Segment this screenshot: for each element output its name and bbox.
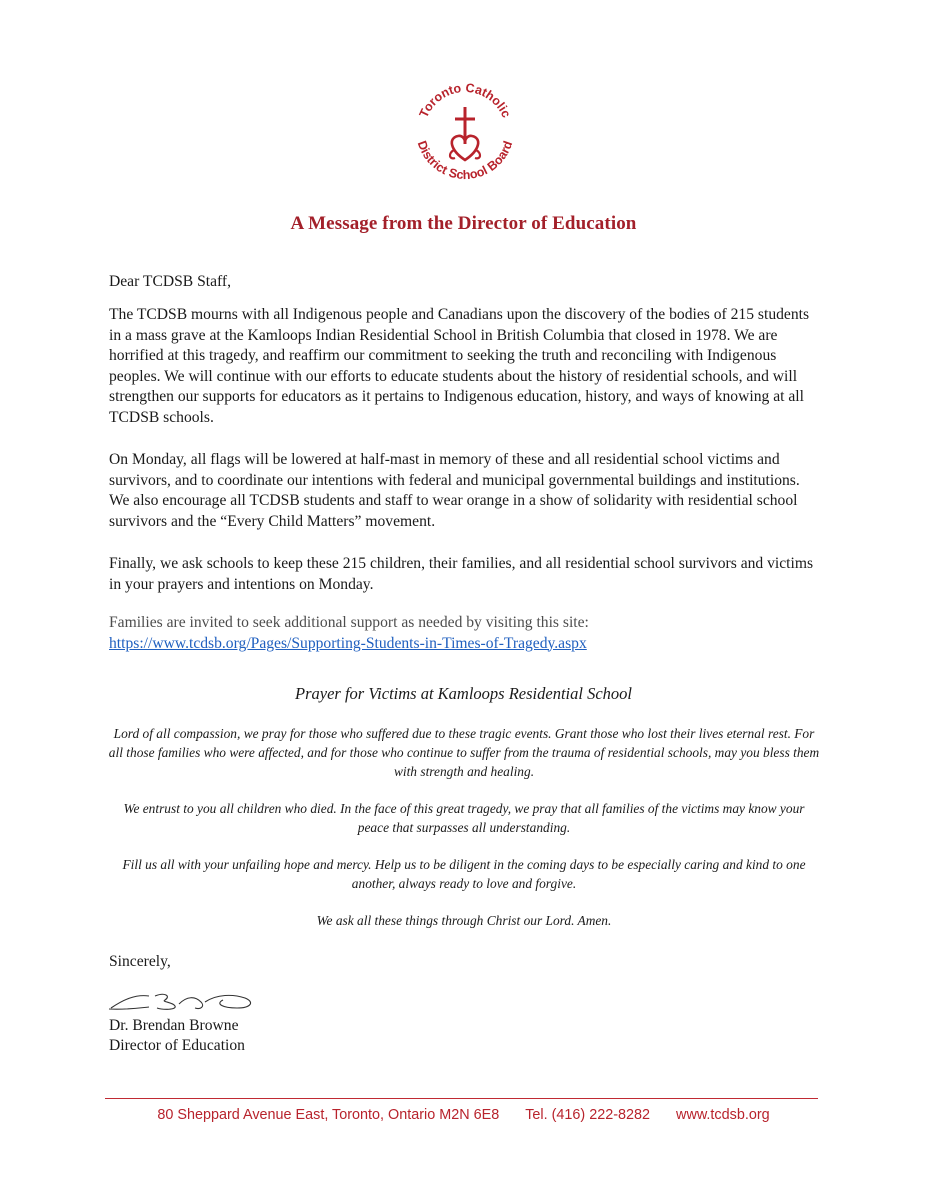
paragraph-text: The TCDSB mourns with all Indigenous people and Canadians upon the discovery of the bodies of 215 students in a mass grave at the Kamloops Indian Residential School in British Columbia that closed in 1978. We are horrified at this tragedy, and reaffirm our commitment to seeking the truth and reconciling with Indigenous peoples. We will continue with our efforts to educate students about the history of residential schools, and will strengthen our supports for educators as it pertains to Indigenous education, history, and ways of knowing at all TCDSB schools. (109, 306, 810, 426)
handwritten-signature-icon (105, 988, 265, 1014)
logo-text-bottom: District School Board (414, 138, 516, 183)
tcdsb-seal-icon (402, 70, 528, 196)
body-paragraph (109, 450, 821, 532)
footer-divider (105, 1098, 818, 1099)
prayer-text: We entrust to you all children who died. In the face of this great tragedy, we pray that all families of the victims may know your peace that surpasses all understanding. (123, 801, 805, 835)
signature-image (105, 988, 265, 1014)
prayer-text: Lord of all compassion, we pray for those who suffered due to these tragic events. Grant those who lost their lives eternal rest. For all those families who were affected, and for those who continue to suffer from the trauma of residential schools, may you bless them with strength and healing. (108, 726, 820, 779)
signer-title: Director of Education (109, 1037, 245, 1054)
support-link[interactable]: https://www.tcdsb.org/Pages/Supporting-Students-in-Times-of-Tragedy.aspx (109, 634, 587, 652)
footer-address: 80 Sheppard Avenue East, Toronto, Ontario M2N 6E8 (157, 1107, 500, 1123)
support-text: Families are invited to seek additional support as needed by visiting this site: (109, 614, 589, 631)
prayer-paragraph (108, 855, 820, 893)
body-paragraph (109, 305, 821, 428)
support-notice (109, 613, 821, 654)
footer-website[interactable]: www.tcdsb.org (676, 1107, 770, 1123)
prayer-paragraph (108, 724, 820, 781)
logo-text-top: Toronto Catholic (416, 80, 514, 120)
paragraph-text: Finally, we ask schools to keep these 215 children, their families, and all residential school survivors and victims in your prayers and intentions on Monday. (109, 555, 814, 593)
salutation: Dear TCDSB Staff, (109, 273, 232, 290)
tcdsb-logo (402, 70, 528, 196)
prayer-text: Fill us all with your unfailing hope and mercy. Help us to be diligent in the coming days to be especially caring and kind to one another, always ready to love and forgive. (122, 857, 806, 891)
footer-phone: Tel. (416) 222-8282 (525, 1107, 651, 1123)
signer-name: Dr. Brendan Browne (109, 1017, 239, 1034)
footer (0, 1107, 927, 1123)
paragraph-text: On Monday, all flags will be lowered at half-mast in memory of these and all residential school victims and survivors, and to coordinate our intentions with federal and municipal governmental buildings and institutions. We also encourage all TCDSB students and staff to wear orange in a show of solidarity with residential school survivors and the “Every Child Matters” movement. (109, 451, 800, 530)
prayer-paragraph (108, 911, 820, 930)
body-paragraph (109, 554, 821, 595)
valediction: Sincerely, (109, 953, 171, 970)
prayer-text: We ask all these things through Christ our Lord. Amen. (316, 913, 612, 928)
prayer-paragraph (108, 799, 820, 837)
prayer-title: Prayer for Victims at Kamloops Residential School (295, 684, 632, 703)
letter-title: A Message from the Director of Education (290, 213, 637, 234)
